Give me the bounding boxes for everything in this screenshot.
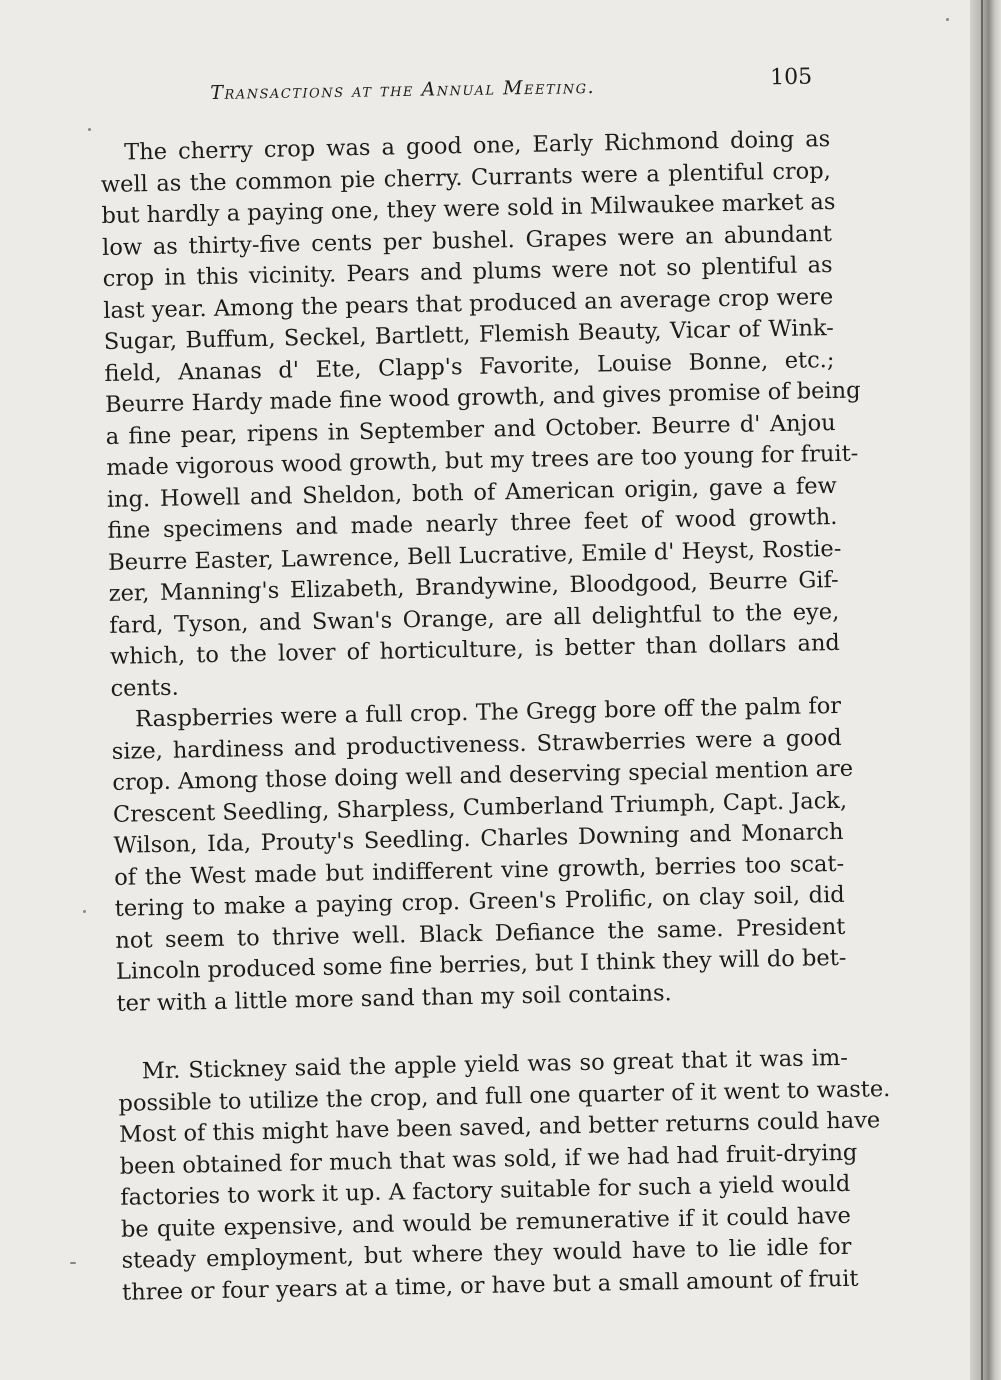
text-line: be quite expensive, and would be remunerative if it could have — [120, 1202, 852, 1243]
paragraph-stickney-apples — [118, 1043, 891, 1309]
text-line: crop in this vicinity. Pears and plums were not so plentiful as — [102, 251, 833, 292]
text-line: but hardly a paying one, they were sold in Milwaukee market as — [101, 188, 836, 229]
text-line: Raspberries were a full crop. The Gregg bore off the palm for — [134, 692, 842, 733]
text-line: Beurre Hardy made fine wood growth, and gives promise of being — [104, 377, 861, 418]
body-text — [100, 124, 891, 1309]
text-line: cents. — [110, 674, 179, 702]
text-line: three or four years at a time, or have but a small amount of fruit — [121, 1265, 859, 1306]
text-line: factories to work it up. A factory suitable for such a yield would — [120, 1170, 851, 1211]
text-line: ter with a little more sand than my soil contains. — [116, 979, 672, 1017]
text-line: crop. Among those doing well and deserving special mention are — [112, 755, 854, 796]
text-line: Mr. Stickney said the apple yield was so great that it was im- — [141, 1044, 849, 1085]
paragraph-cherries-pears — [100, 124, 861, 705]
page-binding-gutter — [970, 0, 1001, 1380]
scan-speck — [88, 128, 91, 131]
text-line: possible to utilize the crop, and full one quarter of it went to waste. — [118, 1075, 891, 1117]
text-line: fine specimens and made nearly three feet of wood growth. — [107, 503, 838, 544]
text-line: last year. Among the pears that produced an average crop were — [103, 283, 834, 324]
text-line: of the West made but indifferent vine growth, berries too scat- — [113, 850, 845, 891]
page-number: 105 — [769, 64, 813, 91]
text-line: The cherry crop was a good one, Early Richmond doing as — [124, 125, 831, 166]
paragraph-raspberries-strawberries — [111, 691, 854, 1020]
scan-speck — [83, 910, 86, 913]
text-line: Wilson, Ida, Prouty's Seedling. Charles Downing and Monarch — [113, 818, 844, 859]
text-line: Sugar, Buffum, Seckel, Bartlett, Flemish Beauty, Vicar of Wink- — [103, 314, 835, 355]
text-line: Beurre Easter, Lawrence, Bell Lucrative, Emile d' Heyst, Rostie- — [107, 535, 842, 576]
text-line: been obtained for much that was sold, if we had had fruit-drying — [119, 1139, 858, 1180]
text-line: a fine pear, ripens in September and October. Beurre d' Anjou — [105, 409, 836, 450]
text-line: made vigorous wood growth, but my trees are too young for fruit- — [106, 440, 859, 481]
text-line: low as thirty-five cents per bushel. Grapes were an abundant — [101, 220, 833, 261]
binding-edge-line — [981, 0, 983, 1380]
text-line: not seem to thrive well. Black Defiance the same. President — [115, 913, 846, 954]
text-line: well as the common pie cherry. Currants were a plentiful crop, — [100, 157, 832, 198]
scan-speck — [70, 1262, 76, 1264]
text-line: Most of this might have been saved, and better returns could have — [118, 1107, 881, 1148]
text-line: size, hardiness and productiveness. Strawberries were a good — [111, 724, 842, 765]
text-line: field, Ananas d' Ete, Clapp's Favorite, Louise Bonne, etc.; — [104, 346, 835, 387]
text-line: fard, Tyson, and Swan's Orange, are all delightful to the eye, — [109, 598, 840, 639]
text-line: steady employment, but where they would have to lie idle for — [121, 1233, 852, 1274]
text-line: ing. Howell and Sheldon, both of American origin, gave a few — [106, 472, 838, 513]
text-line: Lincoln produced some fine berries, but I think they will do bet- — [115, 944, 847, 985]
text-line: tering to make a paying crop. Green's Prolific, on clay soil, did — [114, 881, 845, 922]
text-line: which, to the lover of horticulture, is better than dollars and — [109, 629, 841, 670]
text-line: Crescent Seedling, Sharpless, Cumberland Triumph, Capt. Jack, — [112, 787, 848, 828]
running-head: Transactions at the Annual Meeting. — [210, 75, 596, 104]
scan-speck — [946, 18, 949, 21]
text-line: zer, Manning's Elizabeth, Brandywine, Bloodgood, Beurre Gif- — [108, 566, 839, 607]
